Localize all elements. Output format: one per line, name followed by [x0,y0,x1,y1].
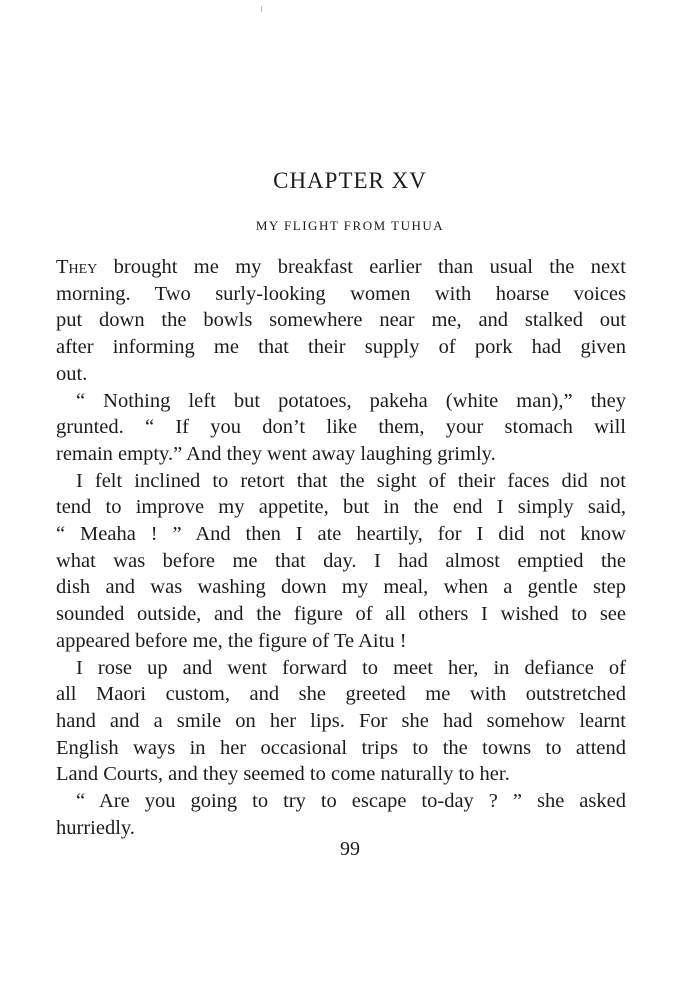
text-line-13: dish and was washing down my meal, when a gentle step [56,576,626,599]
chapter-title: CHAPTER XV [273,168,427,193]
text-line-10: tend to improve my appetite, but in the end I simply said, [56,496,626,519]
text-line-4: after informing me that their supply of pork had given [56,336,626,359]
chapter-body [56,254,626,841]
text-line-11: “ Meaha ! ” And then I ate heartily, for I did not know [56,523,626,546]
text-line-12: what was before me that day. I had almost emptied the [56,549,626,572]
scan-speck [261,6,262,12]
text-line-21: “ Are you going to try to escape to-day ? ” she asked [76,790,626,813]
text-line-6: “ Nothing left but potatoes, pakeha (white man),” they [76,389,626,412]
text-line-5: out. [56,362,88,385]
text-line-15: appeared before me, the figure of Te Aitu ! [56,629,407,652]
text-line-3: put down the bowls somewhere near me, and stalked out [56,309,626,332]
text-line-14: sounded outside, and the figure of all others I wished to see [56,603,626,626]
text-line-20: Land Courts, and they seemed to come naturally to her. [56,763,510,786]
text-line-1-rest: brought me my breakfast earlier than usual the next [97,256,626,278]
text-line-19: English ways in her occasional trips to the towns to attend [56,736,626,759]
text-line-1 [56,254,626,281]
text-line-17: all Maori custom, and she greeted me with outstretched [56,683,626,706]
chapter-subtitle: MY FLIGHT FROM TUHUA [255,218,445,233]
lead-small-caps: They [56,256,98,278]
text-line-16: I rose up and went forward to meet her, in defiance of [76,656,626,679]
text-line-2: morning. Two surly-looking women with hoarse voices [56,282,626,305]
text-line-8: remain empty.” And they went away laughing grimly. [56,442,496,465]
text-line-18: hand and a smile on her lips. For she had somehow learnt [56,709,626,732]
text-line-22: hurriedly. [56,816,135,839]
text-line-7: grunted. “ If you don’t like them, your stomach will [56,416,626,439]
text-line-9: I felt inclined to retort that the sight of their faces did not [76,469,626,492]
page-number: 99 [340,838,360,860]
